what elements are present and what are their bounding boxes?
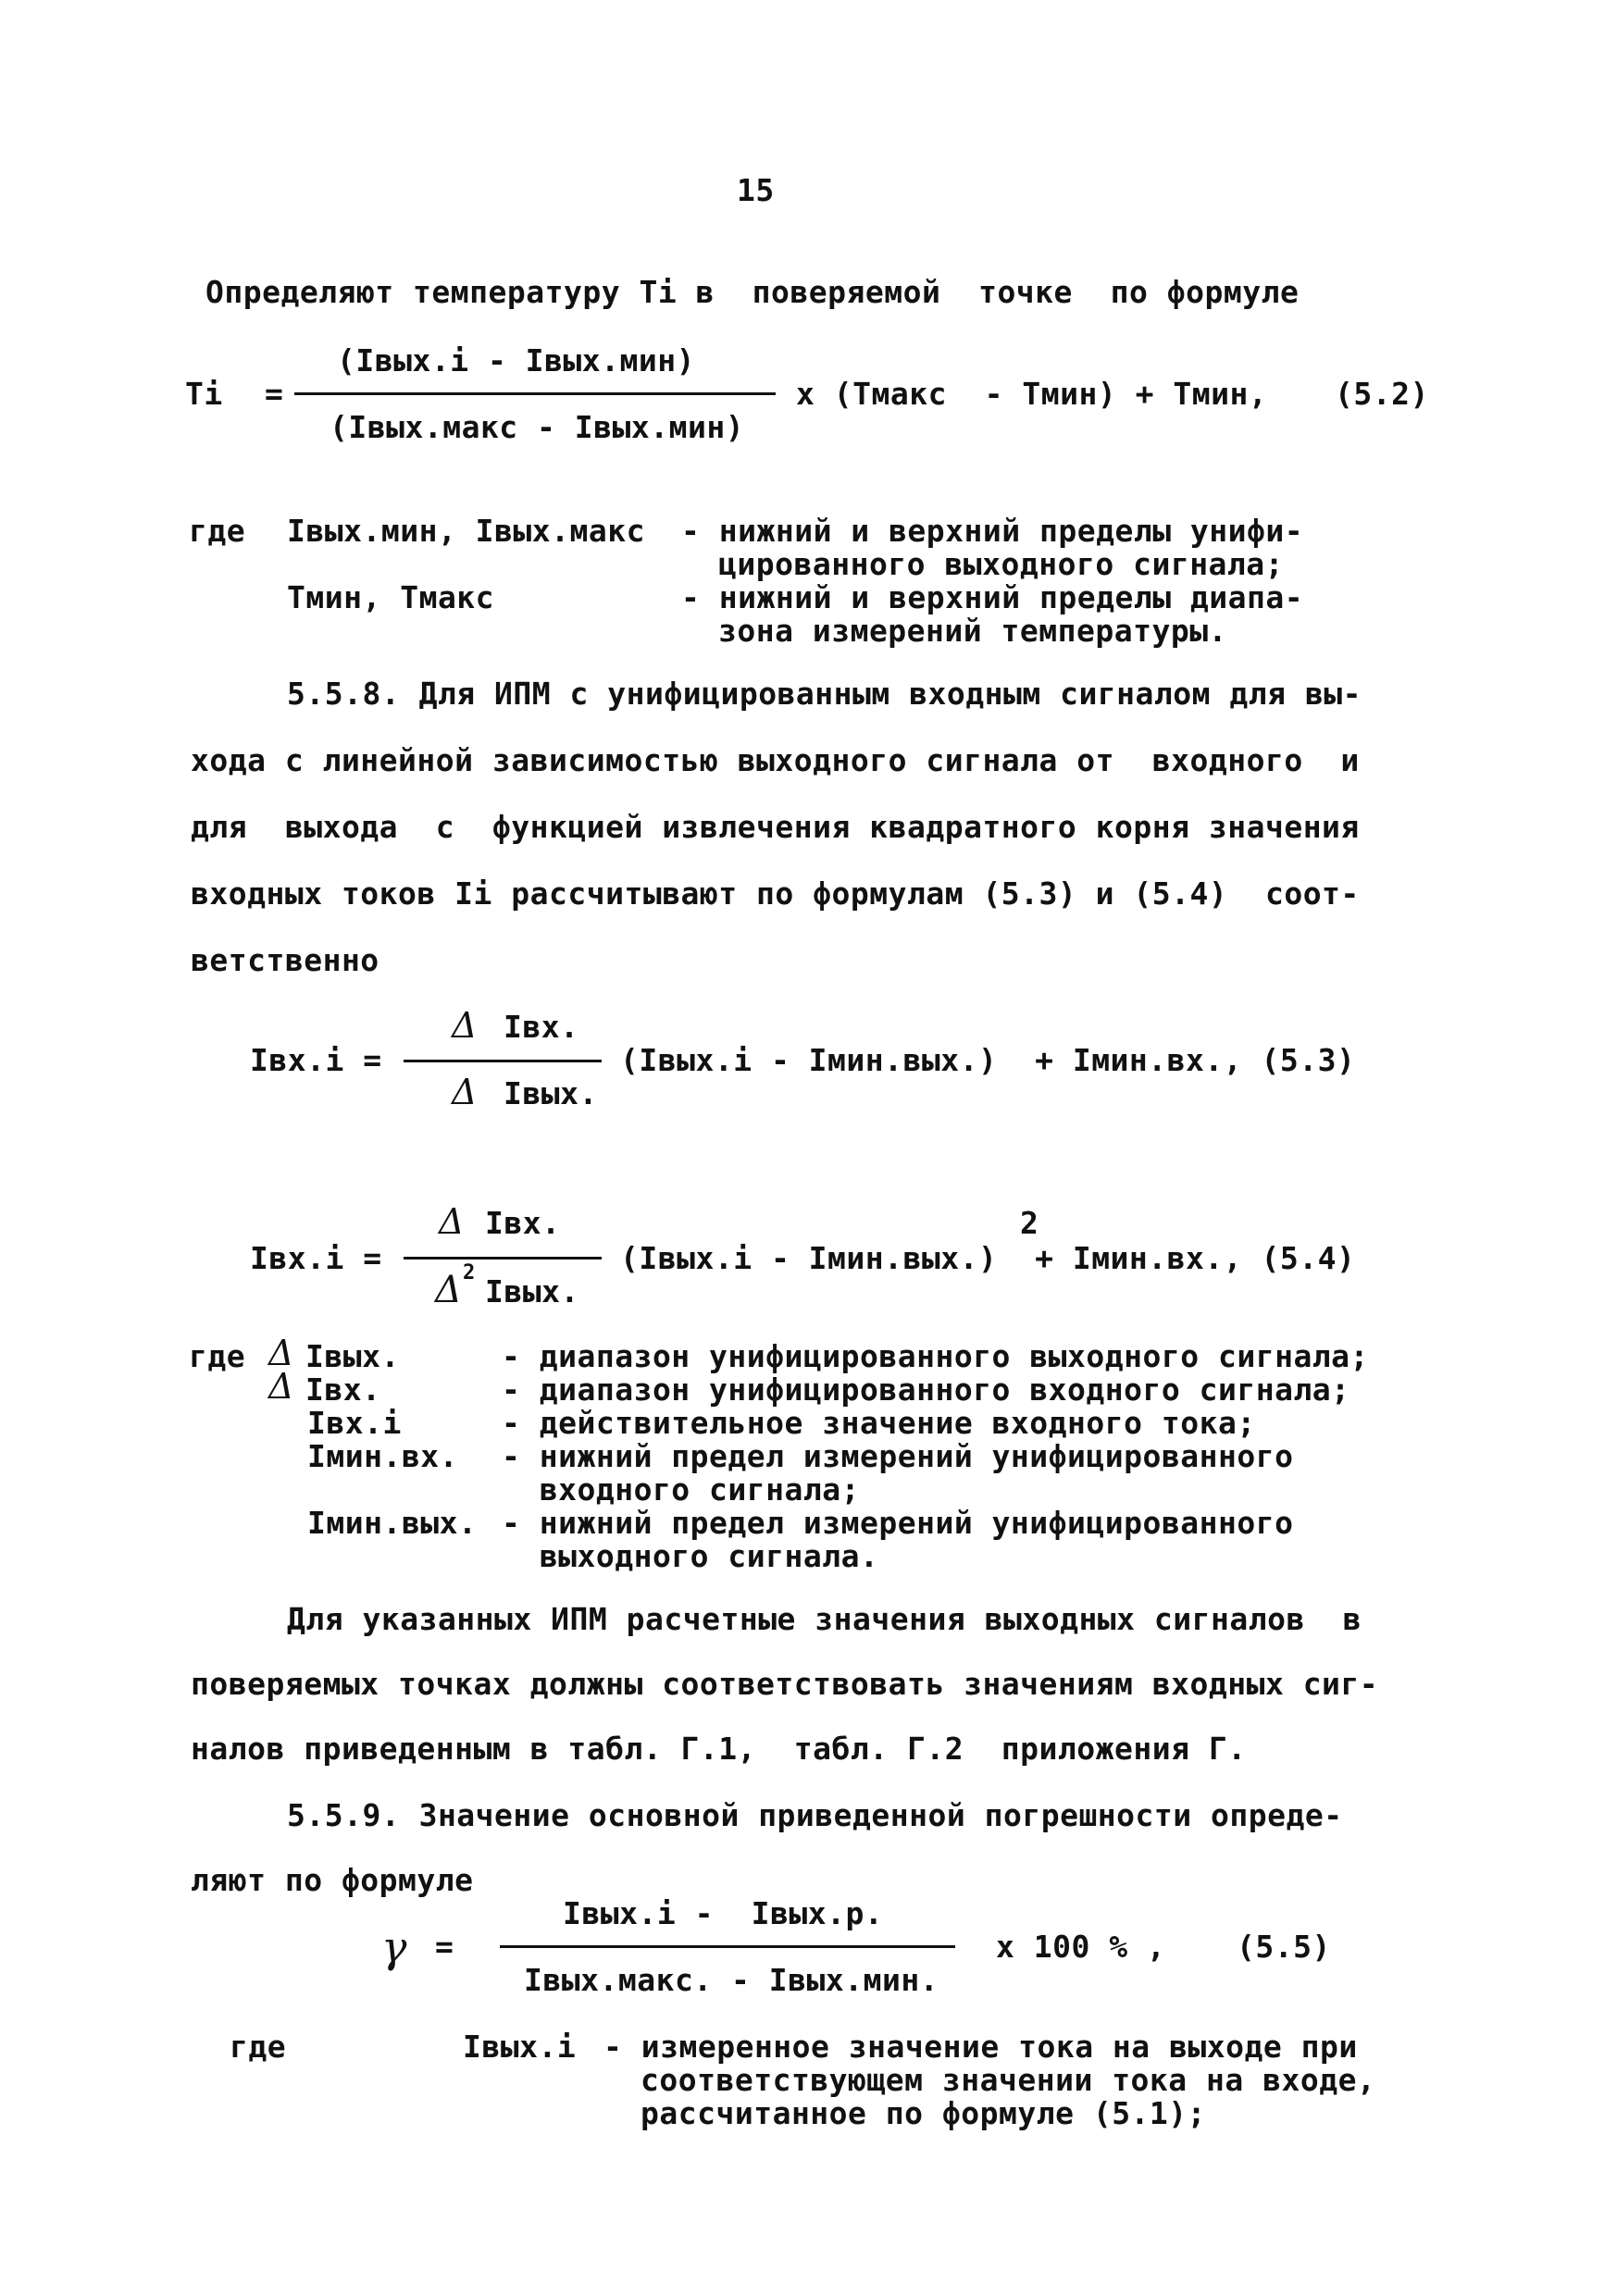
where2-delta: Δ bbox=[268, 1366, 294, 1407]
f52-denominator: (Iвых.макс - Iвых.мин) bbox=[330, 409, 745, 445]
where1-gde: где bbox=[189, 513, 246, 549]
intro-line: Определяют температуру Ti в поверяемой точке по формуле bbox=[205, 274, 1300, 310]
f54-lhs: Iвх.i = bbox=[250, 1240, 382, 1276]
para-line: для выхода с функцией извлечения квадратного корня значения bbox=[191, 809, 1360, 845]
where1-term: Iвых.мин, Iвых.макс bbox=[287, 513, 645, 549]
where2-desc: входного сигнала; bbox=[502, 1471, 860, 1508]
para-line: 5.5.8. Для ИПМ с унифицированным входным сигналом для вы- bbox=[287, 676, 1362, 712]
f53-lhs: Iвх.i = bbox=[250, 1042, 382, 1078]
where2-desc: - диапазон унифицированного входного сигнала; bbox=[502, 1371, 1350, 1408]
f55-equals: = bbox=[435, 1929, 454, 1965]
where2-gde: где bbox=[189, 1338, 246, 1374]
f53-fraction-bar bbox=[404, 1060, 602, 1062]
where2-term: Iмин.вых. bbox=[307, 1505, 478, 1541]
f54-rest: (Iвых.i - Iмин.вых.) + Iмин.вх., (5.4) bbox=[620, 1240, 1356, 1276]
where3-desc: соответствующем значении тока на входе, bbox=[641, 2062, 1376, 2098]
f54-num-delta: Δ bbox=[439, 1201, 465, 1242]
para-line: налов приведенным в табл. Г.1, табл. Г.2 приложения Г. bbox=[191, 1731, 1247, 1767]
f52-rest: x (Тмакс - Тмин) + Тмин, bbox=[796, 376, 1268, 412]
where1-desc: зона измерений температуры. bbox=[718, 613, 1227, 649]
f53-rest: (Iвых.i - Iмин.вых.) + Iмин.вх., (5.3) bbox=[620, 1042, 1356, 1078]
f55-numerator: Iвых.i - Iвых.р. bbox=[563, 1895, 884, 1931]
f52-label: (5.2) bbox=[1335, 376, 1429, 412]
where2-desc: выходного сигнала. bbox=[502, 1538, 879, 1574]
para-line: входных токов Ii рассчитывают по формулам (5.3) и (5.4) соот- bbox=[191, 875, 1360, 912]
f55-label: (5.5) bbox=[1237, 1929, 1331, 1965]
f53-den-delta: Δ bbox=[452, 1072, 478, 1112]
where2-delta: Δ bbox=[268, 1333, 294, 1373]
where1-desc: - нижний и верхний пределы унифи- bbox=[681, 513, 1304, 549]
where1-desc: - нижний и верхний пределы диапа- bbox=[681, 579, 1304, 615]
para-line: 5.5.9. Значение основной приведенной погрешности опреде- bbox=[287, 1797, 1343, 1833]
f52-fraction-bar bbox=[294, 392, 776, 395]
where3-gde: где bbox=[230, 2029, 287, 2065]
f52-lhs: Ti bbox=[185, 376, 223, 412]
where2-desc: - действительное значение входного тока; bbox=[502, 1405, 1256, 1441]
where2-term: Iвх. bbox=[305, 1371, 381, 1408]
f55-gamma: γ bbox=[381, 1922, 407, 1972]
para-line: ветственно bbox=[191, 942, 379, 978]
where3-desc: рассчитанное по формуле (5.1); bbox=[641, 2095, 1207, 2131]
page-number: 15 bbox=[737, 172, 775, 208]
f53-num-delta: Δ bbox=[452, 1005, 478, 1046]
f54-den-delta: Δ bbox=[435, 1269, 463, 1311]
f53-denominator: Iвых. bbox=[504, 1075, 598, 1111]
where2-desc: - нижний предел измерений унифицированного bbox=[502, 1505, 1294, 1541]
where2-desc: - диапазон унифицированного выходного сигнала; bbox=[502, 1338, 1369, 1374]
where2-desc: - нижний предел измерений унифицированного bbox=[502, 1438, 1294, 1474]
where1-desc: цированного выходного сигнала; bbox=[718, 546, 1285, 582]
where1-term: Тмин, Тмакс bbox=[287, 579, 495, 615]
f52-equals: = bbox=[265, 376, 284, 412]
f54-numerator: Iвх. bbox=[485, 1205, 561, 1241]
para-line: Для указанных ИПМ расчетные значения выходных сигналов в bbox=[287, 1601, 1362, 1637]
f54-power: 2 bbox=[1020, 1205, 1039, 1241]
para-line: поверяемых точках должны соответствовать значениям входных сиг- bbox=[191, 1666, 1379, 1702]
para-line: хода с линейной зависимостью выходного сигнала от входного и bbox=[191, 742, 1360, 778]
where3-term: Iвых.i bbox=[463, 2029, 577, 2065]
f52-numerator: (Iвых.i - Iвых.мин) bbox=[337, 342, 695, 379]
f55-denominator: Iвых.макс. - Iвых.мин. bbox=[524, 1962, 939, 1998]
f54-den-power: 2 bbox=[463, 1261, 476, 1285]
f55-rest: x 100 % , bbox=[996, 1929, 1166, 1965]
where2-term: Iвх.i bbox=[307, 1405, 402, 1441]
para-line: ляют по формуле bbox=[191, 1862, 474, 1898]
f55-fraction-bar bbox=[500, 1945, 955, 1948]
where3-desc: - измеренное значение тока на выходе при bbox=[603, 2029, 1358, 2065]
where2-term: Iмин.вх. bbox=[307, 1438, 458, 1474]
f54-fraction-bar bbox=[404, 1257, 602, 1260]
f53-numerator: Iвх. bbox=[504, 1009, 579, 1045]
f54-denominator: Iвых. bbox=[485, 1273, 579, 1309]
where2-term: Iвых. bbox=[305, 1338, 400, 1374]
